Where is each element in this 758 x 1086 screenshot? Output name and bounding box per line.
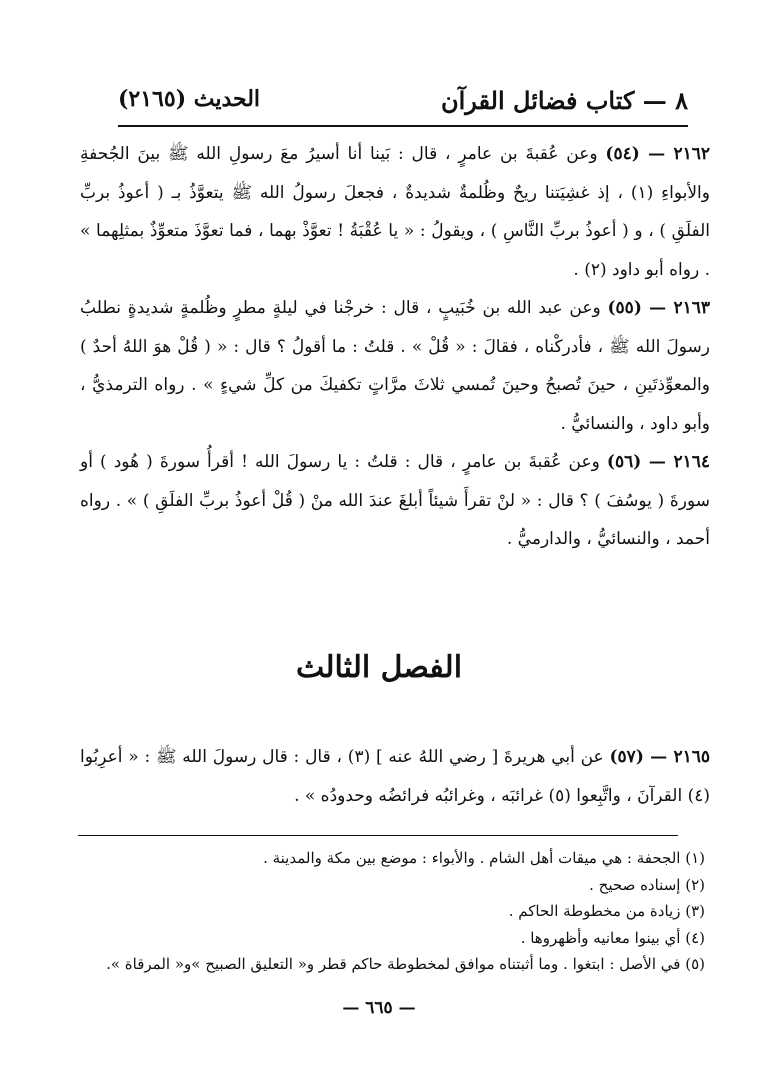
hadith-number: ٢١٦٤ — (٥٦) <box>606 452 710 472</box>
hadith-2164 <box>80 443 710 559</box>
book-title: ٨ — كتاب فضائل القرآن <box>441 86 688 115</box>
footnote-2: (٢) إسناده صحيح . <box>589 875 705 894</box>
hadith-number: ٢١٦٢ — (٥٤) <box>605 144 710 164</box>
main-text <box>80 135 710 559</box>
hadith-2163 <box>80 289 710 443</box>
section-text <box>80 738 710 815</box>
footnote-5: (٥) في الأصل : ابتغوا . وما أثبتناه موافق لمخطوطة حاكم قطر و« التعليق الصبيح »و« المرقاة ». <box>106 955 705 973</box>
hadith-range: الحديث (٢١٦٥) <box>118 86 261 112</box>
hadith-2165 <box>80 738 710 815</box>
footnotes <box>75 845 705 978</box>
page-number: — ٦٦٥ — <box>342 998 416 1018</box>
hadith-text: عن أبي هريرةَ [ رضي اللهُ عنه ] (٣) ، قال : قال رسولَ الله ﷺ : « أعرِبُوا (٤) القرآنَ ، واتَّبِعوا (٥) غرائبَه ، وغرائبُه فرائضُه وحدودُه » . <box>80 747 710 806</box>
hadith-text: وعن عُقبةَ بن عامرٍ ، قال : قلتُ : يا رسولَ الله ! أقرأُ سورةَ ( هُود ) أو سورةَ ( يوسُفَ ) ؟ قال : « لنْ تقرأَ شيئاً أبلغَ عندَ الله منْ ( قُلْ أعوذُ بربِّ الفلَقِ ) » . رواه أحمد ، والنسائيُّ ، والدارميُّ . <box>80 452 710 549</box>
hadith-2162 <box>80 135 710 289</box>
page-header <box>118 82 688 122</box>
hadith-text: وعن عُقبةَ بن عامرٍ ، قال : بَينا أنا أسيرُ معَ رسولِ الله ﷺ بينَ الجُحفةِ والأبواءِ (١) ، إذ غشِيَتنا ريحٌ وظُلمةٌ شديدةٌ ، فجعلَ رسولُ الله ﷺ يتعوَّذُ بـ ( أعوذُ بربِّ الفلَقِ ) ، و ( أعوذُ بربِّ النَّاسِ ) ، ويقولُ : « يا عُقْبَةُ ! تعوَّذْ بهما ، فما تعوَّذَ متعوِّذٌ بمثلِهما » . رواه أبو داود (٢) . <box>80 144 710 280</box>
footnote-rule <box>78 835 678 836</box>
hadith-number: ٢١٦٣ — (٥٥) <box>607 298 710 318</box>
hadith-number: ٢١٦٥ — (٥٧) <box>609 747 710 767</box>
footnote-4: (٤) أي بينوا معانيه وأظهروها . <box>520 928 705 947</box>
section-title: الفصل الثالث <box>295 650 463 685</box>
hadith-text: وعن عبد الله بن خُبَيبٍ ، قال : خرجْنا في ليلةٍ مطرٍ وظُلمةٍ شديدةٍ نطلبُ رسولَ الله ﷺ ، فأدركْناه ، فقالَ : « قُلْ » . قلتُ : ما أقولُ ؟ قال : « ( قُلْ هوَ اللهُ أحدٌ ) والمعوِّذتَينِ ، حينَ تُصبحُ وحينَ تُمسي ثلاثَ مرَّاتٍ تكفيكَ من كلِّ شيءٍ » . رواه الترمذيُّ ، وأبو داود ، والنسائيُّ . <box>80 298 710 434</box>
footnote-1: (١) الجحفة : هي ميقات أهل الشام . والأبواء : موضع بين مكة والمدينة . <box>263 849 705 867</box>
footnote-3: (٣) زيادة من مخطوطة الحاكم . <box>508 902 705 920</box>
header-rule <box>118 125 688 127</box>
